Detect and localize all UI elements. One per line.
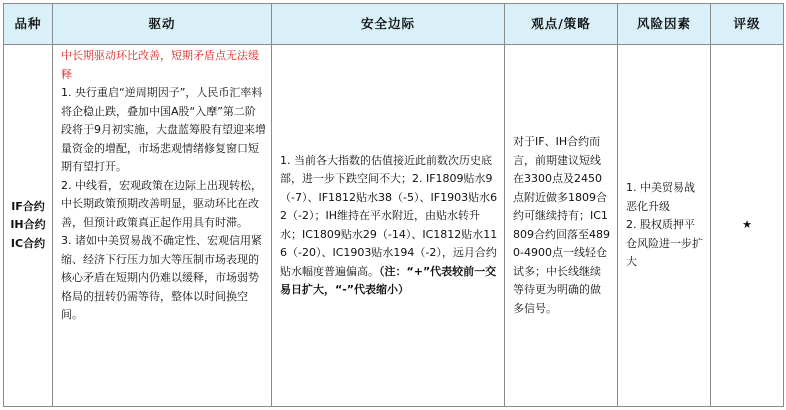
strategy-table — [3, 3, 784, 407]
driver-item-3: 3. 诸如中美贸易战不确定性、宏观信用紧缩、经济下行压力加大等压制市场表现的核心矛盾在短期内仍难以缓释，市场弱势格局的扭转仍需等待，整体以时间换空间。 — [61, 234, 262, 321]
header-row — [4, 4, 784, 45]
header-risk-factors: 风险因素 — [618, 4, 711, 45]
header-safety-margin: 安全边际 — [272, 4, 505, 45]
safety-margin-note: （注：“+”代表较前一交易日扩大，“-”代表缩小） — [280, 264, 497, 296]
header-product: 品种 — [4, 4, 53, 45]
driver-item-1: 1. 央行重启“逆周期因子”，人民币汇率料将企稳止跌，叠加中国A股“入摩”第二阶段将于9月初实施，大盘蓝筹股有望迎来增量资金的增配，市场悲观情绪修复窗口短期有望打开。 — [61, 86, 266, 173]
driver-headline: 中长期驱动环比改善，短期矛盾点无法缓释 — [61, 49, 259, 81]
driver-cell — [53, 45, 272, 407]
header-driver: 驱动 — [53, 4, 272, 45]
product-ic: IC合约 — [10, 236, 46, 250]
driver-item-2: 2. 中线看，宏观政策在边际上出现转松，中长期政策预期改善明显，驱动环比在改善，但预计政策真正起作用具有时滞。 — [61, 178, 262, 229]
rating-cell — [711, 45, 784, 407]
product-cell — [4, 45, 53, 407]
product-ih: IH合约 — [10, 218, 46, 232]
view-strategy-text: 对于IF、IH合约而言，前期建议短线在3300点及2450点附近做多1809合约可继续持有；IC1809合约回落至4890-4900点一线轻仓试多；中长线继续等待更为明确的做多信号。 — [513, 135, 610, 315]
header-view-strategy: 观点/策略 — [505, 4, 618, 45]
risk-factors-cell — [618, 45, 711, 407]
view-strategy-cell — [505, 45, 618, 407]
table-row — [4, 45, 784, 407]
product-if: IF合约 — [11, 199, 45, 213]
safety-margin-text: 1. 当前各大指数的估值接近此前数次历史底部，进一步下跌空间不大；2. IF1809贴水9（-7）、IF1812贴水38（-5）、IF1903贴水62（-2）；IH维持在平水附近，由贴水转升水；IC1809贴水29（-14）、IC1812贴水116（-20）、IC1903贴水194（-2），远月合约贴水幅度普遍偏高。 — [280, 153, 498, 278]
header-rating: 评级 — [711, 4, 784, 45]
rating-star-icon: ★ — [742, 218, 752, 232]
safety-margin-cell — [272, 45, 505, 407]
risk-item-2: 2. 股权质押平仓风险进一步扩大 — [626, 218, 703, 269]
risk-item-1: 1. 中美贸易战恶化升级 — [626, 181, 695, 213]
